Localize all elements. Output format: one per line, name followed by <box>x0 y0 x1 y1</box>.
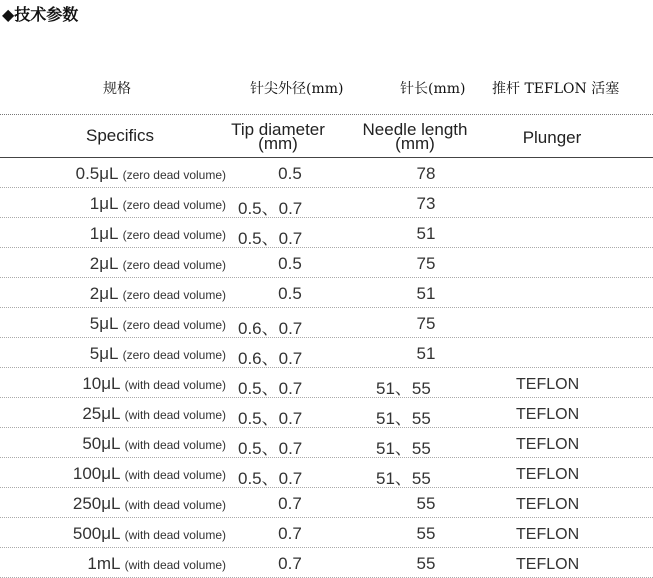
cell-needle-length: 55 <box>416 494 436 513</box>
table-row <box>0 338 653 367</box>
cell-tip-diameter: 0.5、0.7 <box>238 409 303 428</box>
cell-plunger: TEFLON <box>516 556 580 573</box>
cn-header-spec: 规格 <box>103 81 131 97</box>
section-title: ◆技术参数 <box>2 5 79 24</box>
cell-volume: 25μL <box>82 404 120 423</box>
table-row <box>0 248 653 277</box>
cell-plunger: TEFLON <box>516 376 580 393</box>
cell-tip-diameter: 0.7 <box>278 524 302 543</box>
cell-spec <box>76 164 226 184</box>
cell-spec <box>90 254 226 274</box>
en-header-tip <box>222 120 334 153</box>
table-row <box>0 458 653 487</box>
cell-tip-diameter: 0.5 <box>278 284 302 303</box>
cell-volume: 250μL <box>72 494 120 513</box>
cell-volume: 100μL <box>72 464 120 483</box>
cell-volume: 50μL <box>82 434 120 453</box>
cell-tip-diameter: 0.5、0.7 <box>238 439 303 458</box>
en-header-needle-line1: Needle length <box>362 120 468 139</box>
cell-plunger: TEFLON <box>516 526 580 543</box>
en-header-tip-line1: Tip diameter <box>231 120 325 139</box>
cell-plunger: TEFLON <box>516 496 580 513</box>
cell-tip-diameter: 0.5 <box>278 254 302 273</box>
cell-volume-note: (zero dead volume) <box>122 318 226 332</box>
cell-needle-length: 51、55 <box>376 409 431 428</box>
cell-needle-length: 51 <box>416 344 436 363</box>
cell-spec <box>90 284 226 304</box>
cn-header-tip: 针尖外径(mm) <box>250 81 344 97</box>
cell-volume-note: (with dead volume) <box>124 408 226 422</box>
cell-needle-length: 75 <box>416 314 436 333</box>
cell-spec <box>90 224 226 244</box>
cell-tip-diameter: 0.7 <box>278 554 302 573</box>
cell-spec <box>82 434 226 454</box>
cn-header-needle: 针长(mm) <box>400 81 466 97</box>
cell-spec <box>90 344 226 364</box>
cell-spec <box>73 494 226 514</box>
cell-volume-note: (with dead volume) <box>124 498 226 512</box>
cell-needle-length: 75 <box>416 254 436 273</box>
en-header-needle-line2: (mm) <box>395 134 435 153</box>
cell-volume-note: (zero dead volume) <box>122 348 226 362</box>
cell-volume: 500μL <box>72 524 120 543</box>
en-header-needle <box>352 120 478 153</box>
table-row <box>0 548 653 577</box>
cell-volume: 2μL <box>89 254 118 273</box>
cell-needle-length: 78 <box>416 164 436 183</box>
table-row <box>0 158 653 187</box>
table-row <box>0 428 653 457</box>
cell-volume: 0.5μL <box>75 164 118 183</box>
cell-needle-length: 55 <box>416 554 436 573</box>
cell-volume-note: (with dead volume) <box>124 438 226 452</box>
table-row <box>0 488 653 517</box>
table-row <box>0 398 653 427</box>
cell-volume-note: (with dead volume) <box>124 558 226 572</box>
cell-volume: 10μL <box>82 374 120 393</box>
en-header-spec: Specifics <box>85 126 155 145</box>
cell-spec <box>87 554 226 574</box>
cell-tip-diameter: 0.5、0.7 <box>238 229 303 248</box>
cell-volume: 1μL <box>89 224 118 243</box>
cell-volume-note: (zero dead volume) <box>122 198 226 212</box>
cell-spec <box>90 194 226 214</box>
cell-volume-note: (with dead volume) <box>124 468 226 482</box>
cell-volume-note: (with dead volume) <box>124 528 226 542</box>
table-row <box>0 518 653 547</box>
cell-needle-length: 51 <box>416 284 436 303</box>
cell-needle-length: 51、55 <box>376 439 431 458</box>
cell-tip-diameter: 0.5、0.7 <box>238 469 303 488</box>
cell-spec <box>73 524 226 544</box>
cell-volume-note: (zero dead volume) <box>122 288 226 302</box>
cell-tip-diameter: 0.6、0.7 <box>238 319 303 338</box>
cell-plunger: TEFLON <box>516 466 580 483</box>
english-header-row <box>0 115 653 157</box>
table-row <box>0 308 653 337</box>
cell-plunger: TEFLON <box>516 406 580 423</box>
table-body <box>0 158 653 578</box>
cell-spec <box>90 314 226 334</box>
cell-volume-note: (zero dead volume) <box>122 168 226 182</box>
cell-needle-length: 55 <box>416 524 436 543</box>
cell-volume-note: (zero dead volume) <box>122 228 226 242</box>
table-row <box>0 278 653 307</box>
cell-volume-note: (zero dead volume) <box>122 258 226 272</box>
cell-volume: 5μL <box>89 344 118 363</box>
table-row <box>0 368 653 397</box>
cell-needle-length: 73 <box>416 194 436 213</box>
en-header-plunger: Plunger <box>522 128 582 147</box>
cell-tip-diameter: 0.5、0.7 <box>238 379 303 398</box>
cell-spec <box>73 464 226 484</box>
cell-spec <box>82 374 226 394</box>
cell-volume: 2μL <box>89 284 118 303</box>
table-row <box>0 188 653 217</box>
spec-table <box>0 114 653 578</box>
cell-volume: 1mL <box>87 554 120 573</box>
chinese-header-row <box>0 78 653 100</box>
cell-tip-diameter: 0.5 <box>278 164 302 183</box>
cell-volume-note: (with dead volume) <box>124 378 226 392</box>
cell-tip-diameter: 0.5、0.7 <box>238 199 303 218</box>
cell-tip-diameter: 0.7 <box>278 494 302 513</box>
cell-needle-length: 51、55 <box>376 469 431 488</box>
table-row <box>0 218 653 247</box>
cell-volume: 5μL <box>89 314 118 333</box>
cell-tip-diameter: 0.6、0.7 <box>238 349 303 368</box>
cell-needle-length: 51、55 <box>376 379 431 398</box>
cn-header-plunger: 推杆 TEFLON 活塞 <box>492 81 620 97</box>
cell-volume: 1μL <box>89 194 118 213</box>
cell-needle-length: 51 <box>416 224 436 243</box>
en-header-tip-line2: (mm) <box>258 134 298 153</box>
cell-spec <box>82 404 226 424</box>
cell-plunger: TEFLON <box>516 436 580 453</box>
